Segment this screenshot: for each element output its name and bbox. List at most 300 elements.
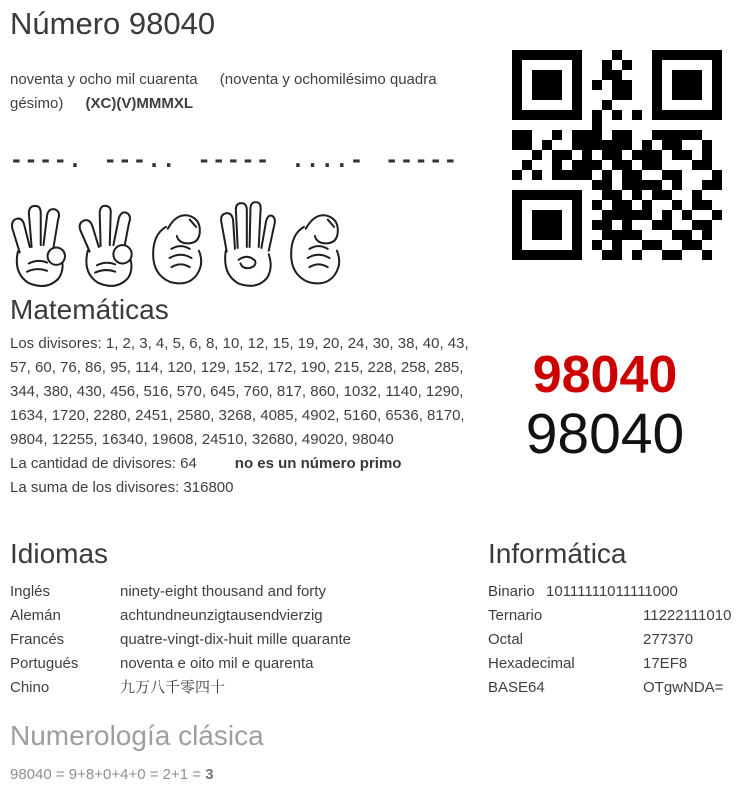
qr-module [572,110,582,120]
row-label: Francés [10,631,65,648]
qr-module [642,170,652,180]
qr-module [682,120,692,130]
qr-module [522,230,532,240]
formula-text: 98040 = 9+8+0+4+0 = 2+1 = [10,766,202,783]
row-label: Chino [10,679,50,696]
qr-module [652,220,662,230]
qr-module [702,220,712,230]
qr-module [672,140,682,150]
qr-module [512,210,522,220]
qr-module [512,230,522,240]
page-title: Número 98040 [10,6,216,41]
qr-module [612,70,622,80]
qr-module [672,230,682,240]
qr-module [692,250,702,260]
qr-module [572,70,582,80]
qr-module [662,250,672,260]
row-value: OTgwNDA= [643,679,724,696]
qr-module [612,50,622,60]
qr-module [532,70,542,80]
row-label: Inglés [10,583,51,600]
qr-module [562,120,572,130]
qr-module [532,100,542,110]
qr-module [652,50,662,60]
qr-module [532,50,542,60]
qr-module [602,80,612,90]
qr-module [622,220,632,230]
qr-module [632,180,642,190]
row-label: Alemán [10,607,61,624]
qr-module [712,130,722,140]
qr-module [662,130,672,140]
number-names [10,68,444,116]
divisors-text: Los divisores: 1, 2, 3, 4, 5, 6, 8, 10, 12, 15, 19, 20, 24, 30, 38, 40, 43, 57, 60, 76, 86, 95, 114, 120, 129, 152, 172, 190, 215, 228, 258, 285, 344, 380, 430, 456, 516, 570, 645, 760, 817, 860, 1032, 1140, 1290, 1634, 1720, 2280, 2451, 2580, 3268, 4085, 4902, 5160, 6536, 8170, 9804, 12255, 16340, 19608, 24510, 32680, 49020, 98040 [10,335,469,448]
qr-module [582,190,592,200]
qr-module [672,200,682,210]
qr-module [692,70,702,80]
qr-module [592,250,602,260]
row-label: BASE64 [488,679,545,696]
qr-module [652,200,662,210]
qr-module [702,210,712,220]
qr-module [522,110,532,120]
qr-module [552,60,562,70]
qr-module [702,140,712,150]
qr-module [602,200,612,210]
qr-module [692,60,702,70]
qr-module [562,70,572,80]
qr-module [532,90,542,100]
qr-module [522,250,532,260]
qr-module [662,180,672,190]
qr-module [522,150,532,160]
qr-module [642,140,652,150]
row-value: quatre-vingt-dix-huit mille quarante [120,631,351,648]
qr-module [532,130,542,140]
qr-module [682,60,692,70]
qr-module [672,250,682,260]
qr-module [652,150,662,160]
qr-module [642,60,652,70]
qr-module [652,80,662,90]
section-matematicas [10,294,480,500]
qr-module [682,250,692,260]
qr-module [542,250,552,260]
qr-module [662,170,672,180]
qr-module [712,70,722,80]
qr-module [532,200,542,210]
qr-module [652,180,662,190]
qr-module [562,150,572,160]
qr-module [592,50,602,60]
qr-module [682,240,692,250]
qr-module [522,90,532,100]
qr-module [692,200,702,210]
qr-module [552,130,562,140]
row-value: ninety-eight thousand and forty [120,583,326,600]
qr-module [622,70,632,80]
qr-module [592,80,602,90]
qr-module [622,90,632,100]
qr-module [542,170,552,180]
qr-module [652,110,662,120]
qr-module [622,250,632,260]
qr-module [632,230,642,240]
qr-module [602,70,612,80]
qr-module [512,150,522,160]
qr-module [642,220,652,230]
qr-module [622,100,632,110]
qr-module [642,250,652,260]
qr-module [622,190,632,200]
qr-module [552,110,562,120]
qr-module [672,70,682,80]
qr-module [522,120,532,130]
qr-module [572,250,582,260]
qr-module [702,190,712,200]
qr-module [682,140,692,150]
qr-module [702,240,712,250]
qr-module [582,220,592,230]
qr-module [662,50,672,60]
qr-module [602,150,612,160]
qr-module [602,50,612,60]
qr-module [682,220,692,230]
qr-module [582,100,592,110]
qr-module [532,140,542,150]
qr-module [552,220,562,230]
qr-module [512,250,522,260]
qr-module [592,70,602,80]
qr-module [532,240,542,250]
qr-module [712,240,722,250]
row-value: 10111111011111000 [546,583,678,600]
qr-module [712,90,722,100]
qr-module [592,180,602,190]
qr-module [602,60,612,70]
qr-module [692,100,702,110]
hand-sign-8-icon [75,196,139,298]
qr-module [712,50,722,60]
qr-module [702,110,712,120]
qr-module [572,160,582,170]
qr-module [632,150,642,160]
qr-module [632,210,642,220]
row-value: 17EF8 [643,655,688,672]
qr-module [692,230,702,240]
qr-module [582,70,592,80]
table-row [10,604,351,628]
qr-module [632,240,642,250]
qr-module [622,210,632,220]
qr-module [592,150,602,160]
qr-module [692,210,702,220]
qr-module [562,160,572,170]
qr-module [542,230,552,240]
qr-module [562,140,572,150]
qr-module [602,130,612,140]
qr-module [582,50,592,60]
qr-module [702,50,712,60]
qr-module [542,210,552,220]
qr-module [582,210,592,220]
qr-module [632,160,642,170]
qr-module [632,190,642,200]
qr-module [642,240,652,250]
qr-module [632,50,642,60]
qr-module [682,130,692,140]
row-value: 九万八千零四十 [120,679,226,696]
qr-module [692,130,702,140]
qr-module [582,110,592,120]
qr-module [612,130,622,140]
qr-module [632,90,642,100]
qr-module [712,210,722,220]
qr-module [652,250,662,260]
qr-module [662,230,672,240]
qr-module [592,220,602,230]
qr-module [672,170,682,180]
qr-module [712,220,722,230]
qr-module [622,80,632,90]
qr-module [592,240,602,250]
qr-module [572,100,582,110]
qr-module [582,130,592,140]
qr-module [622,140,632,150]
qr-module [552,240,562,250]
qr-module [552,210,562,220]
qr-module [642,150,652,160]
qr-module [582,160,592,170]
number-red: 98040 [532,346,678,404]
qr-module [652,130,662,140]
qr-module [672,80,682,90]
qr-module [712,190,722,200]
qr-module [512,90,522,100]
hand-sign-9-icon [6,196,70,298]
ordinal-text: (noventa y ochomilésimo quadragésimo) [10,71,437,112]
qr-module [572,200,582,210]
qr-module [662,80,672,90]
qr-module [612,210,622,220]
qr-module [622,50,632,60]
qr-module [552,150,562,160]
qr-module [632,140,642,150]
qr-module [532,110,542,120]
qr-module [532,190,542,200]
qr-module [672,190,682,200]
qr-module [652,190,662,200]
qr-module [602,190,612,200]
row-label: Hexadecimal [488,655,575,672]
qr-module [622,110,632,120]
qr-module [652,240,662,250]
qr-module [642,230,652,240]
qr-module [612,230,622,240]
qr-module [712,200,722,210]
qr-module [682,230,692,240]
qr-module [622,200,632,210]
qr-module [582,140,592,150]
qr-module [562,50,572,60]
qr-module [542,130,552,140]
section-heading-idiomas: Idiomas [10,538,109,569]
idiomas-table [10,580,351,700]
qr-module [672,90,682,100]
qr-module [582,180,592,190]
qr-module [682,160,692,170]
qr-module [542,90,552,100]
qr-module [542,190,552,200]
qr-module [602,100,612,110]
qr-module [552,180,562,190]
qr-module [592,210,602,220]
qr-module [662,220,672,230]
qr-module [512,200,522,210]
qr-module [622,60,632,70]
qr-module [602,240,612,250]
qr-module [682,100,692,110]
qr-module [652,210,662,220]
qr-module [622,230,632,240]
qr-module [712,170,722,180]
qr-module [612,90,622,100]
section-idiomas [10,538,351,700]
qr-module [532,230,542,240]
qr-module [562,60,572,70]
qr-module [542,120,552,130]
qr-module [662,200,672,210]
qr-module [692,240,702,250]
section-heading-numerologia: Numerología clásica [10,720,264,751]
qr-module [512,70,522,80]
qr-module [622,130,632,140]
qr-module [682,110,692,120]
table-row [10,652,351,676]
divisor-count-line [10,452,480,476]
qr-module [692,120,702,130]
qr-module [542,100,552,110]
qr-module [652,160,662,170]
qr-module [602,110,612,120]
qr-module [702,120,712,130]
qr-module [642,90,652,100]
qr-module [662,210,672,220]
qr-module [542,150,552,160]
cardinal-text: noventa y ocho mil cuarenta [10,71,198,88]
table-row [488,580,731,604]
qr-module [522,70,532,80]
qr-module [612,170,622,180]
qr-module [572,120,582,130]
qr-module [512,100,522,110]
qr-module [532,60,542,70]
qr-module [592,90,602,100]
qr-module [522,210,532,220]
qr-module [632,120,642,130]
qr-module [612,110,622,120]
table-row [10,628,351,652]
qr-module [562,240,572,250]
informatica-table [488,580,731,700]
qr-module [652,70,662,80]
qr-module [572,60,582,70]
qr-module [702,150,712,160]
qr-code [512,50,722,260]
qr-module [702,180,712,190]
qr-module [702,100,712,110]
qr-module [572,140,582,150]
qr-module [512,140,522,150]
qr-module [562,80,572,90]
qr-module [712,80,722,90]
qr-module [682,180,692,190]
row-value: 11222111010 [643,607,732,624]
qr-module [572,130,582,140]
qr-module [642,210,652,220]
qr-module [652,230,662,240]
qr-module [522,180,532,190]
qr-module [562,180,572,190]
qr-module [652,140,662,150]
qr-module [612,120,622,130]
qr-module [572,220,582,230]
qr-module [532,150,542,160]
qr-module [582,80,592,90]
qr-module [702,130,712,140]
qr-module [712,150,722,160]
qr-module [532,160,542,170]
qr-module [712,110,722,120]
qr-module [642,130,652,140]
qr-module [642,80,652,90]
qr-module [692,110,702,120]
section-informatica [488,538,731,700]
qr-module [682,80,692,90]
qr-module [532,220,542,230]
qr-module [572,90,582,100]
formula-result: 3 [205,766,214,783]
qr-module [542,220,552,230]
qr-module [552,250,562,260]
qr-module [612,160,622,170]
qr-module [512,170,522,180]
section-heading-matematicas: Matemáticas [10,294,169,325]
qr-module [632,100,642,110]
qr-module [662,240,672,250]
qr-module [692,220,702,230]
qr-module [562,130,572,140]
qr-module [552,200,562,210]
qr-module [672,100,682,110]
qr-module [622,120,632,130]
qr-module [582,170,592,180]
qr-module [592,190,602,200]
qr-module [522,100,532,110]
qr-module [532,120,542,130]
qr-module [592,160,602,170]
qr-module [692,150,702,160]
qr-module [512,160,522,170]
qr-module [702,160,712,170]
qr-module [622,180,632,190]
qr-module [692,140,702,150]
divisor-sum: La suma de los divisores: 316800 [10,479,234,496]
qr-module [582,230,592,240]
sign-language-hands [6,196,346,298]
qr-module [632,200,642,210]
numerology-formula [10,766,264,783]
